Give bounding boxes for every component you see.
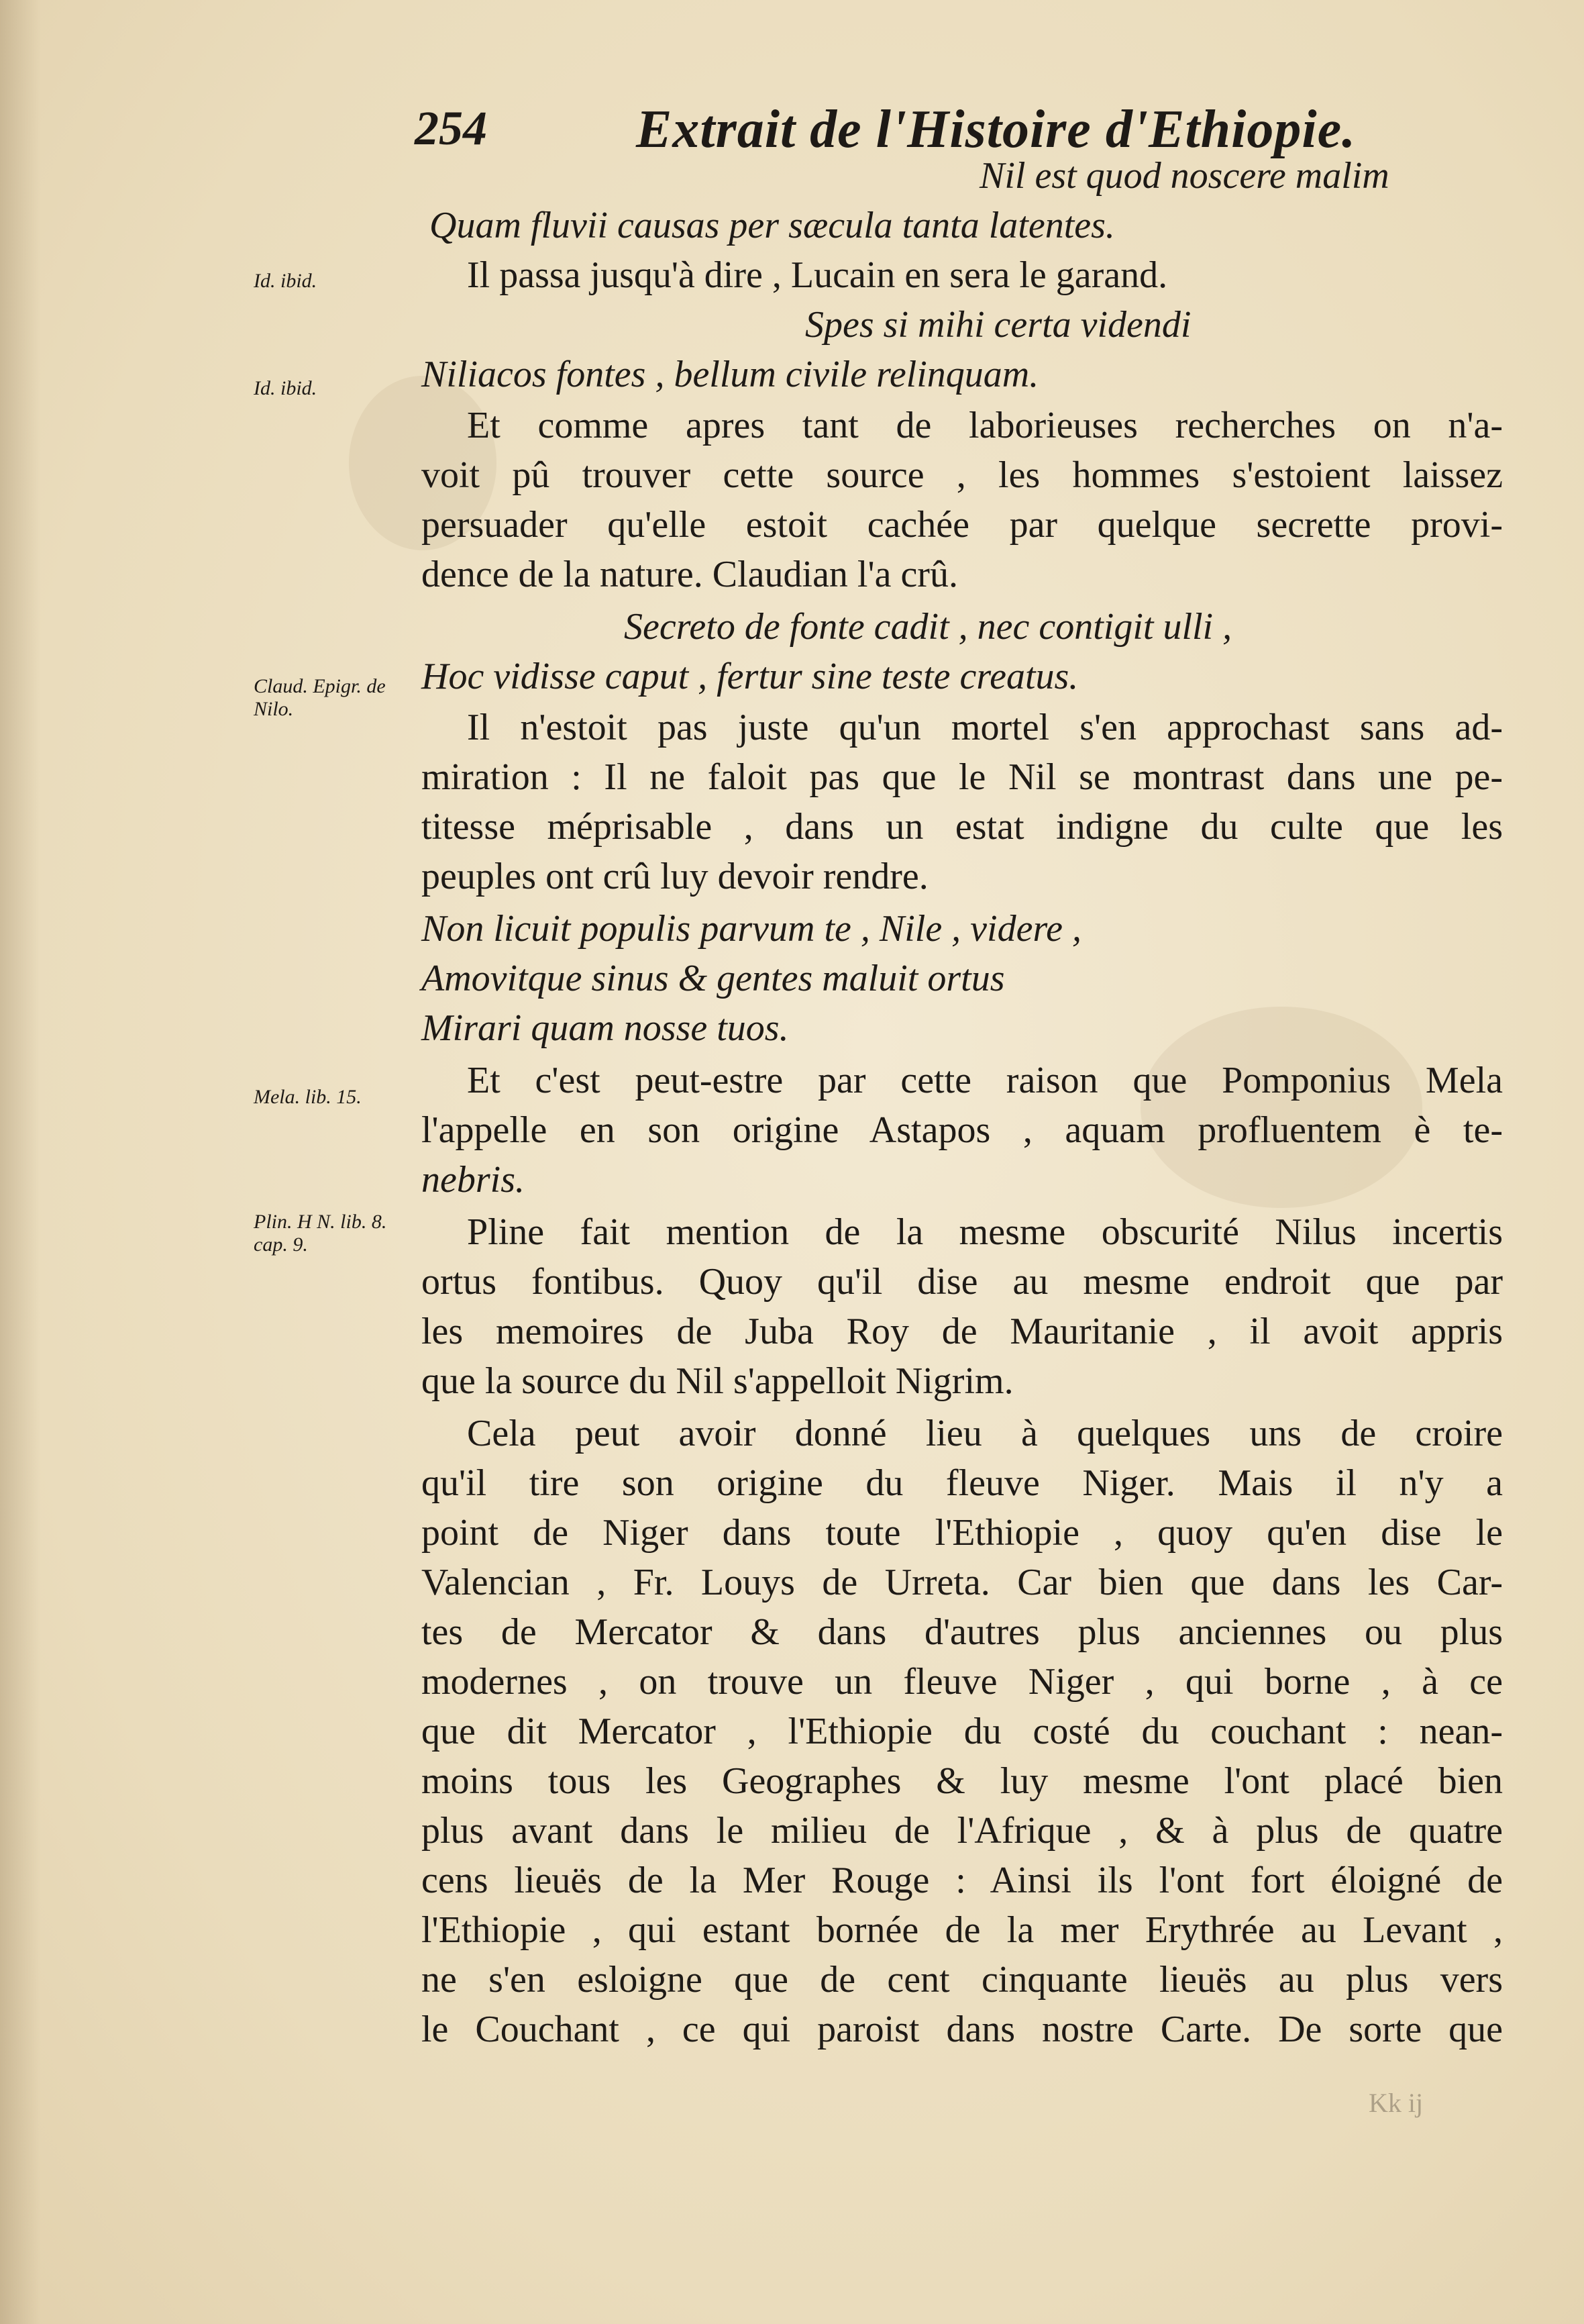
text-line: nebris. xyxy=(421,1159,525,1201)
text-line: Valencian , Fr. Louys de Urreta. Car bien que dans les Car- xyxy=(421,1562,1503,1603)
text-line: que dit Mercator , l'Ethiopie du costé du couchant : nean- xyxy=(421,1711,1503,1752)
text-line: plus avant dans le milieu de l'Afrique , & à plus de quatre xyxy=(421,1810,1503,1852)
text-line: moins tous les Geographes & luy mesme l'ont placé bien xyxy=(421,1760,1503,1802)
text-line: modernes , on trouve un fleuve Niger , qui borne , à ce xyxy=(421,1661,1503,1703)
gutter-shadow xyxy=(0,0,40,2324)
verse-line: Hoc vidisse caput , fertur sine teste creatus. xyxy=(421,656,1079,697)
margin-note: Id. ibid. xyxy=(254,377,317,399)
verse-line: Spes si mihi certa videndi xyxy=(805,304,1192,346)
text-line: cens lieuës de la Mer Rouge : Ainsi ils l'ont fort éloigné de xyxy=(421,1860,1503,1901)
text-line: qu'il tire son origine du fleuve Niger. Mais il n'y a xyxy=(421,1462,1503,1504)
text-line: Pline fait mention de la mesme obscurité Nilus incertis xyxy=(467,1211,1503,1253)
verse-line: Non licuit populis parvum te , Nile , videre , xyxy=(421,908,1082,950)
verse-line: Niliacos fontes , bellum civile relinquam. xyxy=(421,354,1039,395)
text-line: que la source du Nil s'appelloit Nigrim. xyxy=(421,1360,1014,1402)
verse-line: Secreto de fonte cadit , nec contigit ulli , xyxy=(624,606,1232,648)
text-line: persuader qu'elle estoit cachée par quelque secrette provi- xyxy=(421,504,1503,546)
text-line: Et c'est peut-estre par cette raison que Pomponius Mela xyxy=(467,1060,1503,1101)
text-line: l'appelle en son origine Astapos , aquam profluentem è te- xyxy=(421,1109,1503,1151)
text-line: les memoires de Juba Roy de Mauritanie , il avoit appris xyxy=(421,1311,1503,1352)
verse-line: Mirari quam nosse tuos. xyxy=(421,1007,789,1049)
margin-note: Claud. Epigr. de Nilo. xyxy=(254,675,386,720)
verse-line: Quam fluvii causas per sæcula tanta latentes. xyxy=(429,205,1115,246)
page-number: 254 xyxy=(415,101,487,155)
verse-line: Nil est quod noscere malim xyxy=(980,155,1389,197)
text-line: Il n'estoit pas juste qu'un mortel s'en approchast sans ad- xyxy=(467,707,1503,748)
text-line: titesse méprisable , dans un estat indigne du culte que les xyxy=(421,806,1503,848)
signature-mark: Kk ij xyxy=(1369,2088,1424,2118)
margin-note: Id. ibid. xyxy=(254,270,317,292)
text-line: miration : Il ne faloit pas que le Nil se montrast dans une pe- xyxy=(421,756,1503,798)
text-line: ne s'en esloigne que de cent cinquante lieuës au plus vers xyxy=(421,1959,1503,2001)
running-title: Extrait de l'Histoire d'Ethiopie. xyxy=(636,100,1357,159)
text-line: Et comme apres tant de laborieuses recherches on n'a- xyxy=(467,405,1503,446)
text-line: ortus fontibus. Quoy qu'il dise au mesme endroit que par xyxy=(421,1261,1503,1303)
text-line: Cela peut avoir donné lieu à quelques uns de croire xyxy=(467,1413,1503,1454)
margin-note: Plin. H N. lib. 8. cap. 9. xyxy=(254,1211,387,1256)
text-line: le Couchant , ce qui paroist dans nostre Carte. De sorte que xyxy=(421,2009,1503,2050)
text-line: tes de Mercator & dans d'autres plus anciennes ou plus xyxy=(421,1611,1503,1653)
margin-note: Mela. lib. 15. xyxy=(254,1086,362,1108)
text-line: Il passa jusqu'à dire , Lucain en sera le garand. xyxy=(467,254,1168,296)
text-line: l'Ethiopie , qui estant bornée de la mer Erythrée au Levant , xyxy=(421,1909,1503,1951)
text-line: point de Niger dans toute l'Ethiopie , quoy qu'en dise le xyxy=(421,1512,1503,1554)
verse-line: Amovitque sinus & gentes maluit ortus xyxy=(421,958,1005,999)
text-line: dence de la nature. Claudian l'a crû. xyxy=(421,554,958,595)
text-line: voit pû trouver cette source , les hommes s'estoient laissez xyxy=(421,454,1503,496)
text-line: peuples ont crû luy devoir rendre. xyxy=(421,856,929,897)
